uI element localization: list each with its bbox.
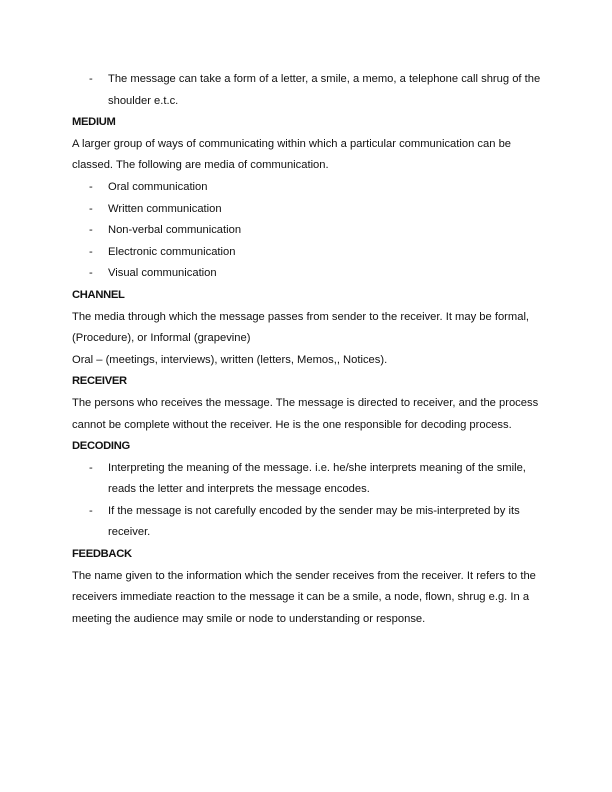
bullet-dash: - [89,202,93,215]
list-item-text: Electronic communication [108,245,236,258]
section-heading-feedback: FEEDBACK [72,548,132,561]
channel-paragraph: The media through which the message passes from sender to the receiver. It may be formal, (Procedure), or Informal (grapevine) [72,310,530,345]
document-page [72,69,544,630]
section-heading-decoding: DECODING [72,440,130,453]
bullet-dash: - [89,224,93,237]
section-heading-receiver: RECEIVER [72,375,127,388]
list-item [72,69,544,112]
list-item-text: If the message is not carefully encoded by the sender may be mis-interpreted by its receiver. [108,504,520,539]
section-heading-channel: CHANNEL [72,288,125,301]
bullet-dash: - [89,180,93,193]
bullet-dash: - [89,73,93,85]
list-item-text: Written communication [108,202,222,215]
feedback-paragraph: The name given to the information which the sender receives from the receiver. It refers to the receivers immediate reaction to the message it can be a smile, a node, flown, shrug e.g. In a meeting the audience may smile or node to understanding or response. [72,569,536,625]
bullet-dash: - [89,245,93,258]
list-item [72,458,544,501]
channel-paragraph-2: Oral – (meetings, interviews), written (letters, Memos,, Notices). [72,353,388,366]
list-item-text: Non-verbal communication [108,224,242,237]
list-item-text: Visual communication [108,267,217,280]
section-heading-medium: MEDIUM [72,116,116,129]
list-item [72,220,544,242]
decoding-bullet-list [72,458,544,544]
bullet-dash: - [89,267,93,280]
list-item-text: Oral communication [108,180,208,193]
intro-bullet-list [72,69,544,112]
list-item [72,199,544,221]
medium-paragraph: A larger group of ways of communicating within which a particular communication can be classed. The following are media of communication. [72,137,512,172]
list-item [72,263,544,285]
list-item [72,177,544,199]
receiver-paragraph: The persons who receives the message. The message is directed to receiver, and the process cannot be complete without the receiver. He is the one responsible for decoding process. [72,396,539,431]
list-item-text: Interpreting the meaning of the message. i.e. he/she interprets meaning of the smile, reads the letter and interprets the message encodes. [108,461,526,496]
bullet-dash: - [89,461,93,474]
bullet-dash: - [89,504,93,517]
list-item [72,242,544,264]
list-item-text: The message can take a form of a letter, a smile, a memo, a telephone call shrug of the shoulder e.t.c. [108,73,541,107]
medium-bullet-list [72,177,544,285]
list-item [72,501,544,544]
